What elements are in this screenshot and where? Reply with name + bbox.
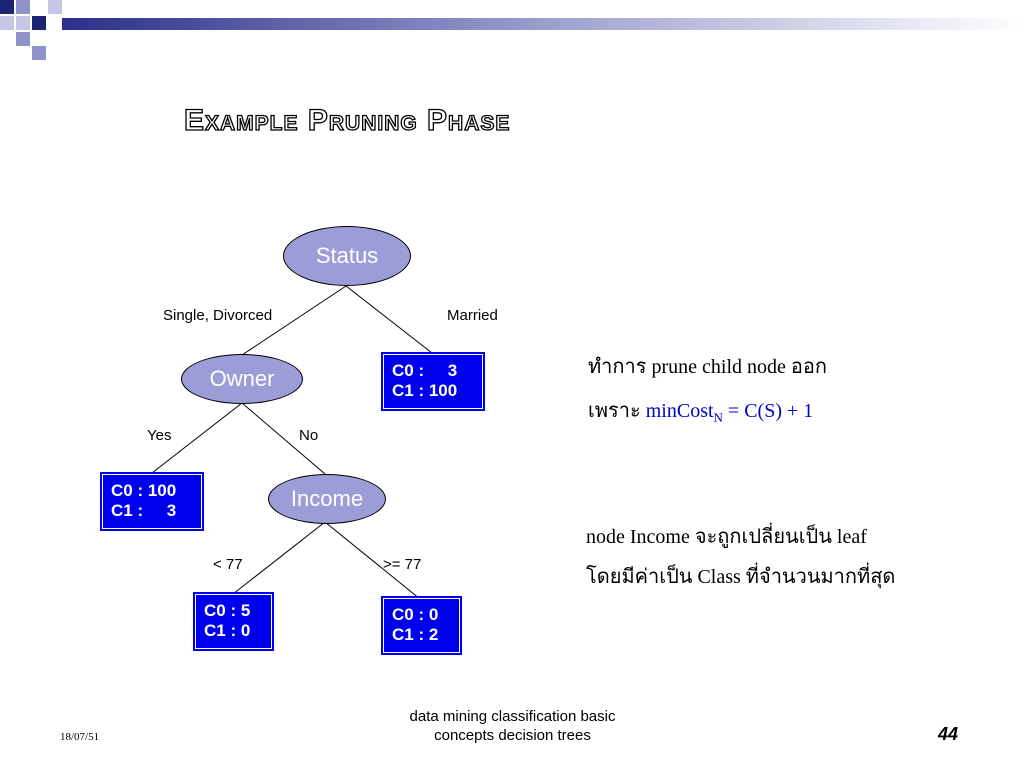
formula-rhs: = C(S) + 1 <box>722 400 814 422</box>
slide-title: Example Pruning Phase <box>184 104 511 137</box>
income-node-label: Income <box>290 486 364 511</box>
formula-mincost: minCost <box>645 400 714 422</box>
leaf-married: C0 : 3 C1 : 100 <box>384 355 482 408</box>
footer-caption-line-2: concepts decision trees <box>434 727 591 744</box>
note-line-4: โดยมีค่าเป็น Class ที่จำนวนมากที่สุด <box>586 566 896 588</box>
note-line-2-prefix: เพราะ <box>588 400 646 422</box>
leaf-owner-yes: C0 : 100 C1 : 3 <box>103 475 201 528</box>
footer-date: 18/07/51 <box>60 731 100 743</box>
branch-label-lt77: < 77 <box>213 556 243 573</box>
income-node <box>268 474 386 524</box>
branch-label-married: Married <box>447 307 498 324</box>
note-line-3: node Income จะถูกเปลี่ยนเป็น leaf <box>586 526 867 548</box>
page-number: 44 <box>938 724 959 744</box>
branch-label-single-divorced: Single, Divorced <box>163 307 273 324</box>
status-node <box>283 226 411 286</box>
note-line-2 <box>588 394 813 426</box>
status-node-label: Status <box>315 243 379 268</box>
branch-label-yes: Yes <box>147 427 172 444</box>
formula-subscript: N <box>713 410 723 425</box>
owner-node <box>181 354 303 404</box>
footer-caption <box>380 707 645 745</box>
branch-label-no: No <box>299 427 319 444</box>
branch-label-ge77: >= 77 <box>383 556 422 573</box>
leaf-income-high: C0 : 0 C1 : 2 <box>384 599 459 652</box>
owner-node-label: Owner <box>209 366 275 391</box>
leaf-income-low: C0 : 5 C1 : 0 <box>196 595 271 648</box>
footer-caption-line-1: data mining classification basic <box>409 708 616 725</box>
note-line-1: ทำการ prune child node ออก <box>588 356 828 378</box>
